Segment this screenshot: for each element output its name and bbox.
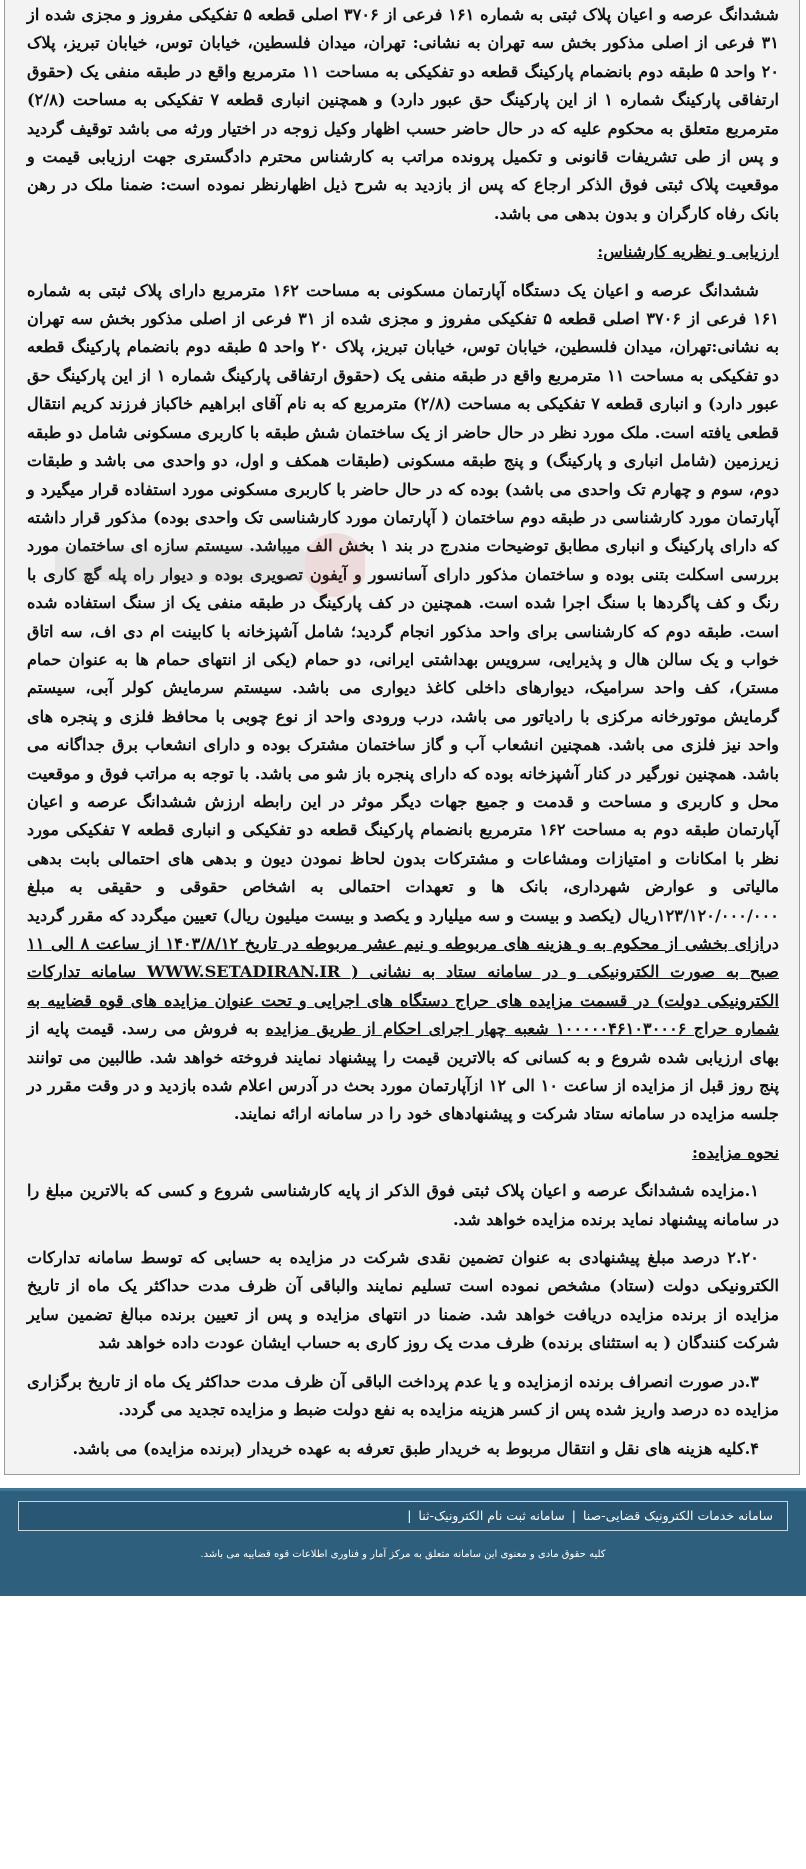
- procedure-item-2: ۲.۲۰ درصد مبلغ پیشنهادی به عنوان تضمین نقدی شرکت در مزایده به حسابی که توسط سامانه تدارکات الکترونیکی دولت (ستاد) مشخص نموده است تسلیم نمایند والباقی آن ظرف مدت حداکثر یک ماه از تاریخ مزایده از برنده مزایده دریافت خواهد شد. ضمنا در انتهای مزایده و پس از تعیین برنده مبالغ تضمین سایر شرکت کنندگان ( به استثنای برنده) ظرف مدت یک روز کاری به حساب ایشان عودت داده خواهد شد: [27, 1248, 779, 1353]
- footer-separator-end: |: [407, 1508, 412, 1523]
- footer-copyright: کلیه حقوق مادی و معنوی این سامانه متعلق به مرکز آمار و فناوری اطلاعات قوه قضاییه می باشد.: [200, 1549, 606, 1560]
- assessment-text: ششدانگ عرصه و اعیان یک دستگاه آپارتمان مسکونی به مساحت ۱۶۲ مترمربع دارای پلاک ثبتی به شماره ۱۶۱ فرعی از ۳۷۰۶ اصلی قطعه ۵ تفکیکی مفروز و مجزی شده از ۳۱ فرعی از اصلی مذکور بخش سه تهران به نشانی:تهران، میدان فلسطین، خیابان توس، خیابان تبریز، پلاک ۲۰ واحد ۵ طبقه دوم بانضمام پارکینگ قطعه دو تفکیکی به مساحت ۱۱ مترمربع واقع در طبقه منفی یک (حقوق ارتفاقی پارکینگ شماره ۱ از این پارکینگ حق عبور دارد) و انباری قطعه ۷ تفکیکی به مساحت (۲/۸) مترمربع که به نام آقای ابراهیم خاکباز فرزند کریم انتقال قطعی یافته است. ملک مورد نظر در حال حاضر از یک ساختمان شش طبقه با کاربری مسکونی شامل دو طبقه زیرزمین (شامل انباری و پارکینگ) و پنج طبقه مسکونی (طبقات همکف و اول، دو واحدی می باشد و طبقات دوم، سوم و چهارم تک واحدی می باشد) بوده که در حال حاضر با کاربری مسکونی مورد استفاده قرار میگیرد و آپارتمان مورد کارشناسی در طبقه دوم ساختمان ( آپارتمان مورد کارشناسی تک واحدی بوده) مذکور قرار داشته که دارای پارکینگ و انباری مطابق توضیحات مندرج در بند ۱ بخش الف میباشد. سیستم سازه ای ساختمان مورد بررسی اسکلت بتنی بوده و ساختمان مذکور دارای آسانسور و آیفون تصویری بوده و دیوار راه پله گچ کاری با رنگ و کف پاگردها با سنگ اجرا شده است. همچنین در کف پارکینگ در طبقه منفی یک از سنگ استفاده شده است. طبقه دوم که کارشناسی برای واحد مذکور انجام گردید؛ شامل آشپزخانه با کابینت ام دی اف، سه اتاق خواب و یک سالن هال و پذیرایی، سرویس بهداشتی ایرانی، دو حمام (یکی از انتهای حمام ها به عنوان حمام مستر)، کف واحد سرامیک، دیوارهای داخلی کاغذ دیواری می باشد. سیستم سرمایش کولر آبی، سیستم گرمایش موتورخانه مرکزی با رادیاتور می باشد، درب ورودی واحد از نوع چوبی با محافظ فلزی و پنجره های واحد نیز فلزی می باشد. همچنین انشعاب آب و گاز ساختمان مشترک بوده و دارای انشعاب برق جداگانه می باشد. همچنین نورگیر در کنار آشپزخانه بوده که دارای پنجره باز شو می باشد. با توجه به مراتب فوق و موقعیت محل و کاربری و مساحت و قدمت و جمیع جهات دیگر موثر در این رابطه ارزش ششدانگ عرصه و اعیان آپارتمان طبقه دوم به مساحت ۱۶۲ مترمربع بانضمام پارکینگ قطعه دو تفکیکی و انباری قطعه ۷ تفکیکی مورد نظر با امکانات و امتیازات ومشاعات و مشترکات بدون لحاظ نمودن دیون و بدهی های احتمالی بابت بدهی مالیاتی و عوارض شهرداری، بانک ها و تعهدات احتمالی به اشخاص حقوقی و حقیقی به مبلغ ۱۲۳/۱۲۰/۰۰۰/۰۰۰ریال (یکصد و بیست و سه میلیارد و یکصد و بیست میلیون ریال) تعیین میگردد که مقرر گردید در: [27, 280, 780, 953]
- footer-links-bar: [18, 1501, 788, 1531]
- footer-separator: |: [571, 1508, 576, 1523]
- site-footer: [0, 1488, 806, 1596]
- assessment-tail: به فروش می رسد. قیمت پایه از بهای ارزیابی شده شروع و به کسانی که بالاترین قیمت را پیشنهاد نمایند فروخته خواهد شد. طالبین می توانند پنج روز قبل از مزایده از ساعت ۱۰ الی ۱۲ ازآپارتمان مورد بحث در آدرس اعلام شده بازدید و در وقت مقرر در جلسه مزایده در سامانه ستاد شرکت و پیشنهادهای خود را در سامانه ارائه نمایند.: [27, 1019, 779, 1124]
- auction-procedure-heading: نحوه مزایده:: [692, 1142, 779, 1162]
- footer-link-thana[interactable]: سامانه ثبت نام الکترونیک-ثنا: [418, 1508, 565, 1523]
- procedure-item-1: ۱.مزایده ششدانگ عرصه و اعیان پلاک ثبتی فوق الذکر از پایه کارشناسی شروع و کسی که بالاترین مبلغ را در سامانه پیشنهاد نماید برنده مزایده خواهد شد.: [27, 1181, 779, 1229]
- intro-paragraph: ششدانگ عرصه و اعیان پلاک ثبتی به شماره ۱۶۱ فرعی از ۳۷۰۶ اصلی قطعه ۵ تفکیکی مفروز و مجزی شده از ۳۱ فرعی از اصلی مذکور بخش سه تهران به نشانی: تهران، میدان فلسطین، خیابان توس، خیابان تبریز، پلاک ۲۰ واحد ۵ طبقه دوم بانضمام پارکینگ قطعه دو تفکیکی به مساحت ۱۱ مترمربع واقع در طبقه منفی یک (حقوق ارتفاقی پارکینگ شماره ۱ از این پارکینگ حق عبور دارد) و همچنین انباری قطعه ۷ تفکیکی به مساحت (۲/۸) مترمربع متعلق به محکوم علیه که در حال حاضر حسب اظهار وکیل زوجه در اختیار ورثه می باشد توقیف گردید و پس از طی تشریفات قانونی و تکمیل پرونده مراتب به کارشناس محترم دادگستری جهت ارزیابی قیمت و موقعیت پلاک ثبتی فوق الذکر ارجاع که پس از بازدید به شرح ذیل اظهارنظر نموده است: ضمنا ملک در رهن بانک رفاه کارگران و بدون بدهی می باشد.: [27, 5, 780, 223]
- procedure-item-5: [27, 1473, 779, 1475]
- content-panel: [4, 0, 800, 1475]
- auction-details-underlined: ازای بخشی از محکوم به و هزینه های مربوطه و نیم عشر مربوطه در تاریخ ۱۴۰۳/۸/۱۲ از ساعت ۸ الی ۱۱ صبح به صورت الکترونیکی و در سامانه ستاد به نشانی ( WWW.SETADIRAN.IR سامانه تدارکات الکترونیکی دولت) در قسمت مزایده های حراج دستگاه های اجرایی و تحت عنوان مزایده های قوه قضاییه به شماره حراج ۱۰۰۰۰۰۴۶۱۰۳۰۰۰۶ شعبه چهار اجرای احکام از طریق مزایده: [27, 934, 780, 1039]
- procedure-item-3: ۳.در صورت انصراف برنده ازمزایده و یا عدم پرداخت الباقی آن ظرف مدت حداکثر یک ماه از تاریخ برگزاری مزایده ده درصد واریز شده پس از کسر هزینه مزایده به نفع دولت ضبط و مزایده تجدید می گردد.: [27, 1371, 779, 1420]
- footer-link-sana[interactable]: سامانه خدمات الکترونیک قضایی-صنا: [582, 1508, 773, 1523]
- procedure-item-4: ۴.کلیه هزینه های نقل و انتقال مربوط به خریدار طبق تعرفه به عهده خریدار (برنده مزایده) می باشد.: [72, 1438, 759, 1458]
- assessment-heading: ارزیابی و نظریه کارشناس:: [597, 242, 779, 262]
- assessment-paragraph: [27, 277, 779, 1129]
- auction-notice: [5, 1, 799, 1475]
